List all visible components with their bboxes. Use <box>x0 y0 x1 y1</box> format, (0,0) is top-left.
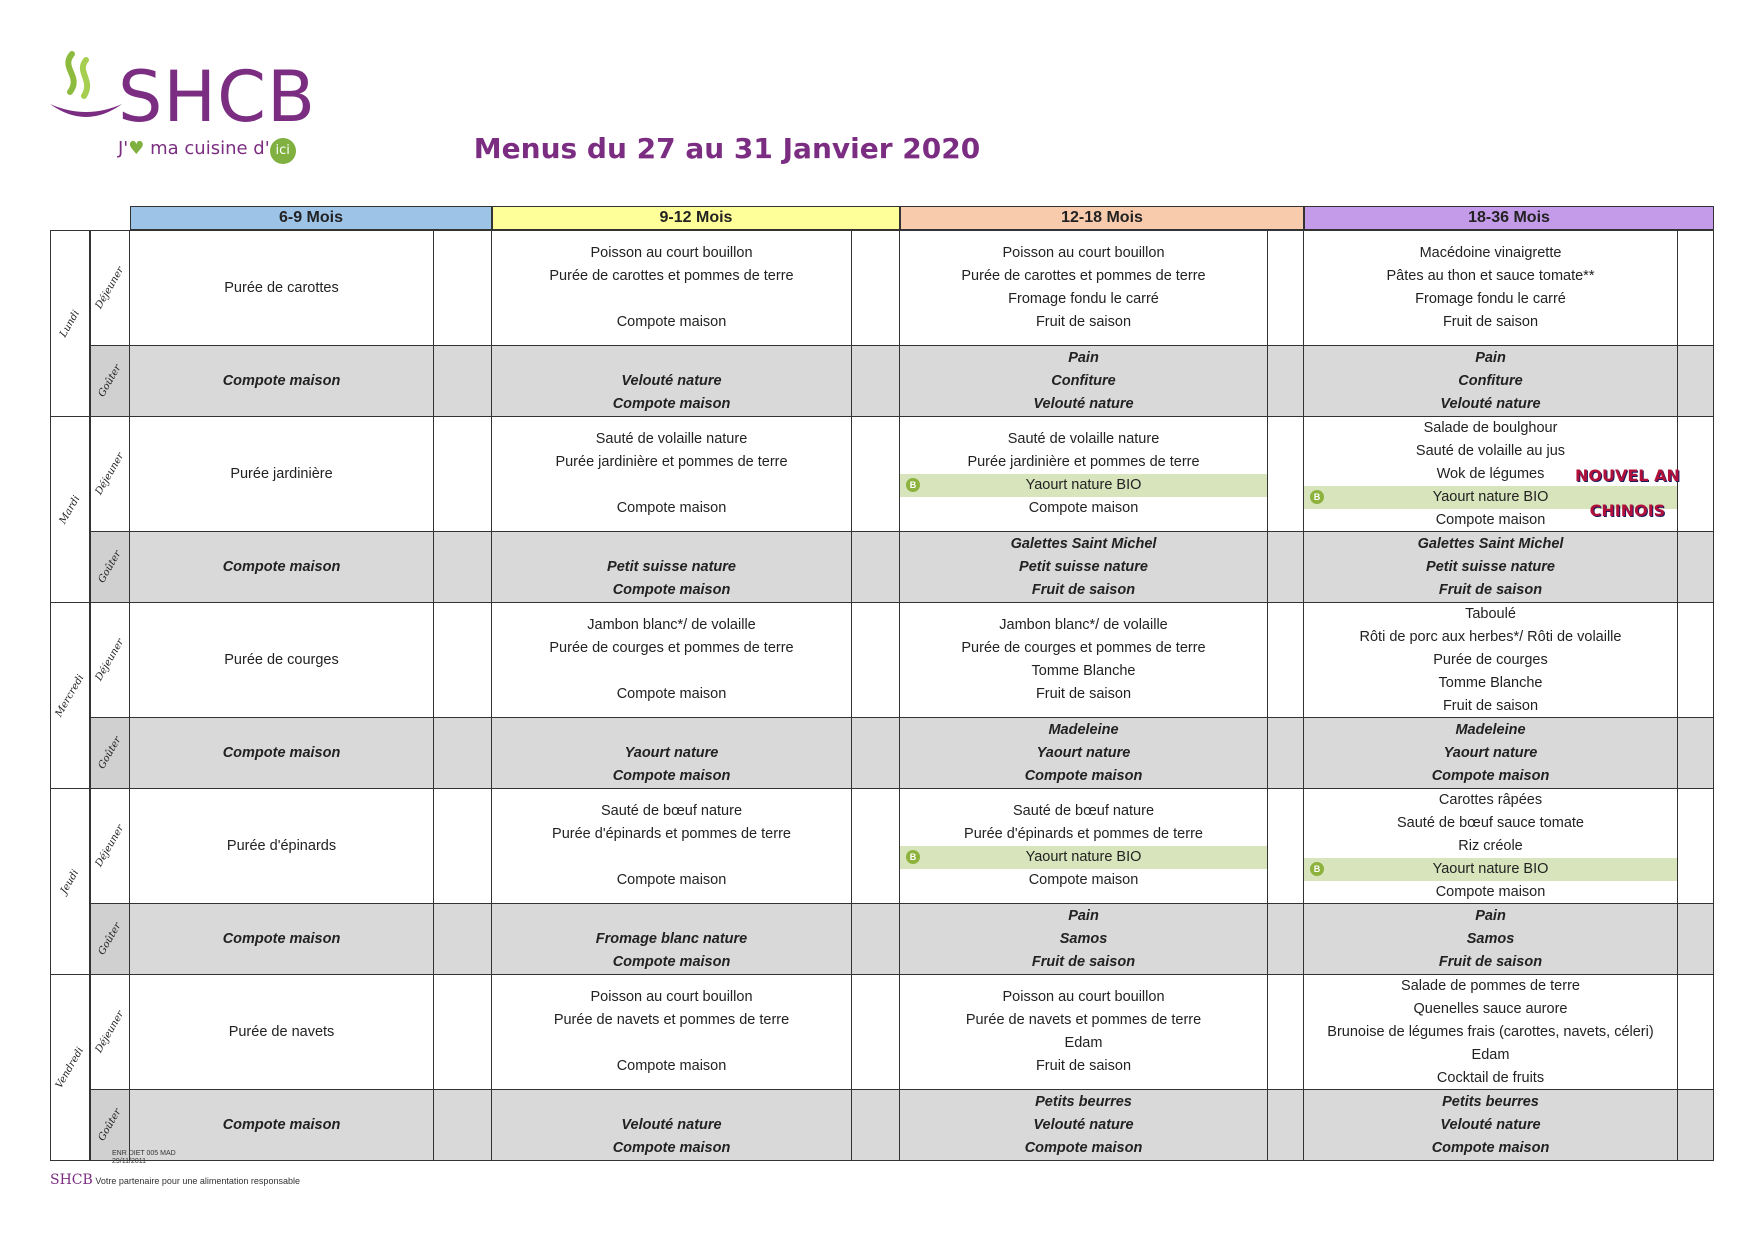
menu-item: Fruit de saison <box>1031 581 1136 598</box>
page-title: Menus du 27 au 31 Janvier 2020 <box>473 132 981 165</box>
menu-cell <box>492 603 852 717</box>
meal-row-dejeuner <box>130 230 1714 345</box>
menu-item: Taboulé <box>1465 605 1516 622</box>
meal-label: Déjeuner <box>90 788 130 903</box>
menu-item: Sauté de bœuf sauce tomate <box>1397 814 1584 831</box>
menu-cell <box>492 904 852 974</box>
menu-item: Edam <box>1471 1046 1510 1063</box>
menu-cell <box>900 346 1268 416</box>
day-label: Mercredi <box>50 602 90 788</box>
menu-item: Compote maison <box>1028 500 1139 516</box>
menu-item: Fruit de saison <box>1035 314 1132 330</box>
menu-item: Velouté nature <box>1033 1116 1134 1133</box>
menu-item: Poisson au court bouillon <box>1002 245 1165 261</box>
menu-item: Carottes râpées <box>1438 791 1543 808</box>
menu-cell <box>900 417 1268 531</box>
menu-item: Poisson au court bouillon <box>590 989 753 1005</box>
column-header-0: 6-9 Mois <box>130 206 492 230</box>
spacer-cell <box>852 789 900 903</box>
day-label: Mardi <box>50 416 90 602</box>
menu-cell <box>1304 789 1678 903</box>
menu-item: Compote maison <box>1431 1139 1550 1156</box>
meal-row-dejeuner <box>130 788 1714 903</box>
menu-cell <box>492 1090 852 1160</box>
spacer-cell <box>434 1090 492 1160</box>
menu-item: Sauté de bœuf nature <box>600 803 743 819</box>
menu-grid <box>50 206 1714 1170</box>
menu-item: Salade de boulghour <box>1423 419 1558 436</box>
menu-item: Compote maison <box>616 1058 727 1074</box>
menu-item: Compote maison <box>1431 767 1550 784</box>
meal-label: Déjeuner <box>90 602 130 717</box>
menu-item: Compote maison <box>222 1116 341 1133</box>
menu-item <box>492 846 851 869</box>
menu-item: Confiture <box>1051 372 1116 389</box>
spacer-cell <box>434 975 492 1089</box>
menu-cell <box>900 904 1268 974</box>
menu-cell <box>130 603 434 717</box>
footer-banner: SHCB Votre partenaire pour une alimentation responsable <box>50 1172 300 1188</box>
menu-item: Macédoine vinaigrette <box>1419 245 1562 261</box>
menu-cell <box>130 904 434 974</box>
menu-cell <box>900 532 1268 602</box>
menu-item <box>492 1091 851 1114</box>
bio-item: B Yaourt nature BIO <box>1304 486 1677 509</box>
column-header-1: 9-12 Mois <box>492 206 900 230</box>
menu-item: Compote maison <box>222 558 341 575</box>
menu-item: Pain <box>1475 349 1506 366</box>
menu-item <box>492 905 851 928</box>
menu-cell <box>492 789 852 903</box>
menu-cell <box>130 789 434 903</box>
spacer-cell <box>852 1090 900 1160</box>
menu-cell <box>1304 231 1678 345</box>
menu-item: Fruit de saison <box>1442 314 1539 330</box>
menu-item: Fromage blanc nature <box>595 930 748 947</box>
menu-cell <box>1304 346 1678 416</box>
menu-item: Petit suisse nature <box>1019 558 1148 575</box>
day-label: Jeudi <box>50 788 90 974</box>
menu-item: Petit suisse nature <box>1426 558 1555 575</box>
menu-item: Madeleine <box>1455 721 1526 738</box>
spacer-cell <box>1268 1090 1304 1160</box>
menu-item <box>492 1032 851 1055</box>
spacer-cell <box>1268 975 1304 1089</box>
day-label: Lundi <box>50 230 90 416</box>
menu-item: Galettes Saint Michel <box>1417 535 1564 552</box>
menu-item: Sauté de volaille nature <box>1007 431 1160 447</box>
menu-cell <box>130 417 434 531</box>
menu-item: Pain <box>1068 349 1099 366</box>
menu-item: Compote maison <box>222 744 341 761</box>
spacer-cell <box>434 904 492 974</box>
spacer-cell <box>852 532 900 602</box>
menu-item <box>492 719 851 742</box>
menu-item: Purée d'épinards et pommes de terre <box>964 826 1203 842</box>
menu-cell <box>130 975 434 1089</box>
menu-item: Fruit de saison <box>1035 686 1132 702</box>
nouvel-an-badge: NOUVEL AN CHINOIS <box>1575 466 1680 520</box>
spacer-cell <box>1268 231 1304 345</box>
menu-item: Purée de navets et pommes de terre <box>965 1012 1202 1028</box>
spacer-cell <box>1678 975 1714 1089</box>
meal-label: Goûter <box>90 1089 130 1160</box>
spacer-cell <box>852 231 900 345</box>
spacer-cell <box>1678 231 1714 345</box>
spacer-cell <box>434 532 492 602</box>
logo-brand: SHCB <box>118 56 316 138</box>
menu-item: Compote maison <box>1024 1139 1143 1156</box>
menu-item: Poisson au court bouillon <box>590 245 753 261</box>
menu-item: Brunoise de légumes frais (carottes, navets, céleri) <box>1327 1023 1654 1040</box>
menu-item: Madeleine <box>1048 721 1119 738</box>
menu-item: Sauté de bœuf nature <box>1012 803 1155 819</box>
menu-cell <box>130 231 434 345</box>
menu-item: Purée de carottes <box>224 279 339 296</box>
menu-item: Compote maison <box>612 767 731 784</box>
menu-item: Pain <box>1068 907 1099 924</box>
menu-item <box>492 533 851 556</box>
menu-item: Purée jardinière et pommes de terre <box>555 454 788 470</box>
meal-row-dejeuner <box>130 416 1714 531</box>
menu-item: Fromage fondu le carré <box>1008 291 1159 307</box>
menu-item: Compote maison <box>1435 883 1546 900</box>
bio-item: B Yaourt nature BIO <box>900 846 1267 869</box>
menu-item <box>492 474 851 497</box>
menu-cell <box>1304 718 1678 788</box>
meal-label: Goûter <box>90 345 130 416</box>
spacer-cell <box>434 718 492 788</box>
day-block <box>50 416 1714 603</box>
spacer-cell <box>1268 603 1304 717</box>
menu-item: Pain <box>1475 907 1506 924</box>
menu-item: Samos <box>1466 930 1515 947</box>
day-block <box>50 974 1714 1161</box>
menu-item: Velouté nature <box>621 372 722 389</box>
spacer-cell <box>1268 789 1304 903</box>
day-label: Vendredi <box>50 974 90 1160</box>
menu-item: Edam <box>1064 1035 1103 1051</box>
spacer-cell <box>1268 718 1304 788</box>
menu-cell <box>900 718 1268 788</box>
menu-item: Purée jardinière et pommes de terre <box>967 454 1200 470</box>
meal-label: Goûter <box>90 531 130 602</box>
menu-cell <box>492 346 852 416</box>
menu-cell <box>130 532 434 602</box>
menu-item: Sauté de volaille au jus <box>1415 442 1566 459</box>
menu-item: Purée jardinière <box>230 465 333 482</box>
spacer-cell <box>1678 603 1714 717</box>
spacer-cell <box>1678 904 1714 974</box>
menu-item: Samos <box>1059 930 1108 947</box>
heart-icon: ♥ <box>128 138 145 159</box>
menu-item: Galettes Saint Michel <box>1010 535 1157 552</box>
spacer-cell <box>1678 789 1714 903</box>
bio-item: B Yaourt nature BIO <box>900 474 1267 497</box>
meal-row-gouter <box>130 531 1714 602</box>
menu-cell <box>492 975 852 1089</box>
menu-item: Cocktail de fruits <box>1436 1069 1545 1086</box>
menu-item: Purée de courges <box>224 651 339 668</box>
menu-item: Compote maison <box>616 500 727 516</box>
ici-badge: ici <box>270 138 296 164</box>
spacer-cell <box>434 346 492 416</box>
spacer-cell <box>1268 904 1304 974</box>
menu-item: Riz créole <box>1458 837 1523 854</box>
menu-item: Velouté nature <box>1440 1116 1541 1133</box>
menu-item: Fruit de saison <box>1442 697 1539 714</box>
spacer-cell <box>852 603 900 717</box>
spacer-cell <box>1678 1090 1714 1160</box>
menu-cell <box>492 231 852 345</box>
menu-item: Purée d'épinards <box>226 837 337 854</box>
menu-item: Purée de courges et pommes de terre <box>549 640 794 656</box>
menu-item: Petits beurres <box>1035 1093 1132 1110</box>
menu-cell <box>492 417 852 531</box>
meal-row-gouter <box>130 903 1714 974</box>
menu-item: Compote maison <box>616 314 727 330</box>
menu-item: Jambon blanc*/ de volaille <box>999 617 1168 633</box>
steam-icon <box>46 46 126 136</box>
menu-item: Purée de courges et pommes de terre <box>961 640 1206 656</box>
menu-item: Purée de navets et pommes de terre <box>553 1012 790 1028</box>
menu-item: Yaourt nature <box>1443 744 1538 761</box>
document-code: ENR DIET 005 MAD 29/11/2011 <box>112 1150 176 1165</box>
menu-item: Wok de légumes <box>1436 465 1545 482</box>
menu-item: Compote maison <box>1024 767 1143 784</box>
spacer-cell <box>1678 718 1714 788</box>
menu-item: Velouté nature <box>1440 395 1541 412</box>
spacer-cell <box>1678 346 1714 416</box>
meal-label: Déjeuner <box>90 974 130 1089</box>
menu-item: Compote maison <box>222 372 341 389</box>
menu-item: Petits beurres <box>1442 1093 1539 1110</box>
menu-cell <box>1304 904 1678 974</box>
spacer-cell <box>852 346 900 416</box>
day-block <box>50 230 1714 417</box>
menu-cell <box>900 603 1268 717</box>
menu-item: Compote maison <box>612 1139 731 1156</box>
menu-item: Fromage fondu le carré <box>1415 291 1566 307</box>
menu-item: Poisson au court bouillon <box>1002 989 1165 1005</box>
menu-item: Compote maison <box>616 686 727 702</box>
spacer-cell <box>1268 346 1304 416</box>
meal-label: Déjeuner <box>90 416 130 531</box>
menu-item: Pâtes au thon et sauce tomate** <box>1386 268 1595 284</box>
spacer-cell <box>434 231 492 345</box>
meal-label: Goûter <box>90 717 130 788</box>
menu-item: Purée de carottes et pommes de terre <box>549 268 794 284</box>
menu-cell <box>492 532 852 602</box>
menu-item: Compote maison <box>616 872 727 888</box>
day-block <box>50 788 1714 975</box>
menu-cell <box>900 231 1268 345</box>
spacer-cell <box>434 417 492 531</box>
menu-cell <box>492 718 852 788</box>
menu-item: Velouté nature <box>621 1116 722 1133</box>
menu-item: Purée de navets <box>228 1023 335 1040</box>
meal-row-gouter <box>130 345 1714 416</box>
menu-item: Purée d'épinards et pommes de terre <box>552 826 791 842</box>
menu-item: Compote maison <box>612 395 731 412</box>
column-header-2: 12-18 Mois <box>900 206 1304 230</box>
menu-cell <box>900 789 1268 903</box>
menu-cell <box>1304 1090 1678 1160</box>
meal-row-dejeuner <box>130 974 1714 1089</box>
day-block <box>50 602 1714 789</box>
menu-item <box>492 347 851 370</box>
menu-item: Yaourt nature <box>624 744 719 761</box>
menu-item: Quenelles sauce aurore <box>1413 1000 1568 1017</box>
menu-item: Jambon blanc*/ de volaille <box>587 617 756 633</box>
spacer-cell <box>852 718 900 788</box>
logo-tagline: J'♥ ma cuisine d' ici <box>118 138 296 164</box>
menu-item: Petit suisse nature <box>607 558 736 575</box>
menu-item: Fruit de saison <box>1438 953 1543 970</box>
menu-cell <box>900 975 1268 1089</box>
menu-item: Velouté nature <box>1033 395 1134 412</box>
meal-row-dejeuner <box>130 602 1714 717</box>
menu-item: Compote maison <box>612 953 731 970</box>
menu-item: Salade de pommes de terre <box>1401 977 1580 994</box>
meal-row-gouter <box>130 717 1714 788</box>
menu-item: Purée de courges <box>1433 651 1548 668</box>
menu-item: Purée de carottes et pommes de terre <box>961 268 1206 284</box>
spacer-cell <box>434 603 492 717</box>
spacer-cell <box>1268 532 1304 602</box>
menu-item: Rôti de porc aux herbes*/ Rôti de volaille <box>1359 628 1622 645</box>
meal-label: Goûter <box>90 903 130 974</box>
menu-cell <box>1304 532 1678 602</box>
menu-cell <box>130 346 434 416</box>
menu-cell <box>1304 603 1678 717</box>
spacer-cell <box>1268 417 1304 531</box>
menu-item: Compote maison <box>222 930 341 947</box>
meal-row-gouter <box>130 1089 1714 1160</box>
spacer-cell <box>1678 532 1714 602</box>
menu-item: Fruit de saison <box>1031 953 1136 970</box>
menu-item: Confiture <box>1458 372 1523 389</box>
menu-item <box>492 288 851 311</box>
menu-cell <box>130 718 434 788</box>
menu-cell <box>900 1090 1268 1160</box>
menu-item: Yaourt nature <box>1036 744 1131 761</box>
spacer-cell <box>434 789 492 903</box>
menu-item: Fruit de saison <box>1035 1058 1132 1074</box>
menu-item <box>492 660 851 683</box>
spacer-cell <box>852 417 900 531</box>
spacer-cell <box>852 975 900 1089</box>
menu-cell <box>1304 975 1678 1089</box>
menu-item: Tomme Blanche <box>1438 674 1543 691</box>
menu-item: Compote maison <box>1028 872 1139 888</box>
menu-item: Compote maison <box>1435 511 1546 528</box>
menu-item: Compote maison <box>612 581 731 598</box>
column-header-3: 18-36 Mois <box>1304 206 1714 230</box>
menu-item: Sauté de volaille nature <box>595 431 748 447</box>
spacer-cell <box>852 904 900 974</box>
spacer-cell <box>1678 417 1714 531</box>
bio-item: B Yaourt nature BIO <box>1304 858 1677 881</box>
menu-item: Tomme Blanche <box>1031 663 1136 679</box>
meal-label: Déjeuner <box>90 230 130 345</box>
menu-item: Fruit de saison <box>1438 581 1543 598</box>
